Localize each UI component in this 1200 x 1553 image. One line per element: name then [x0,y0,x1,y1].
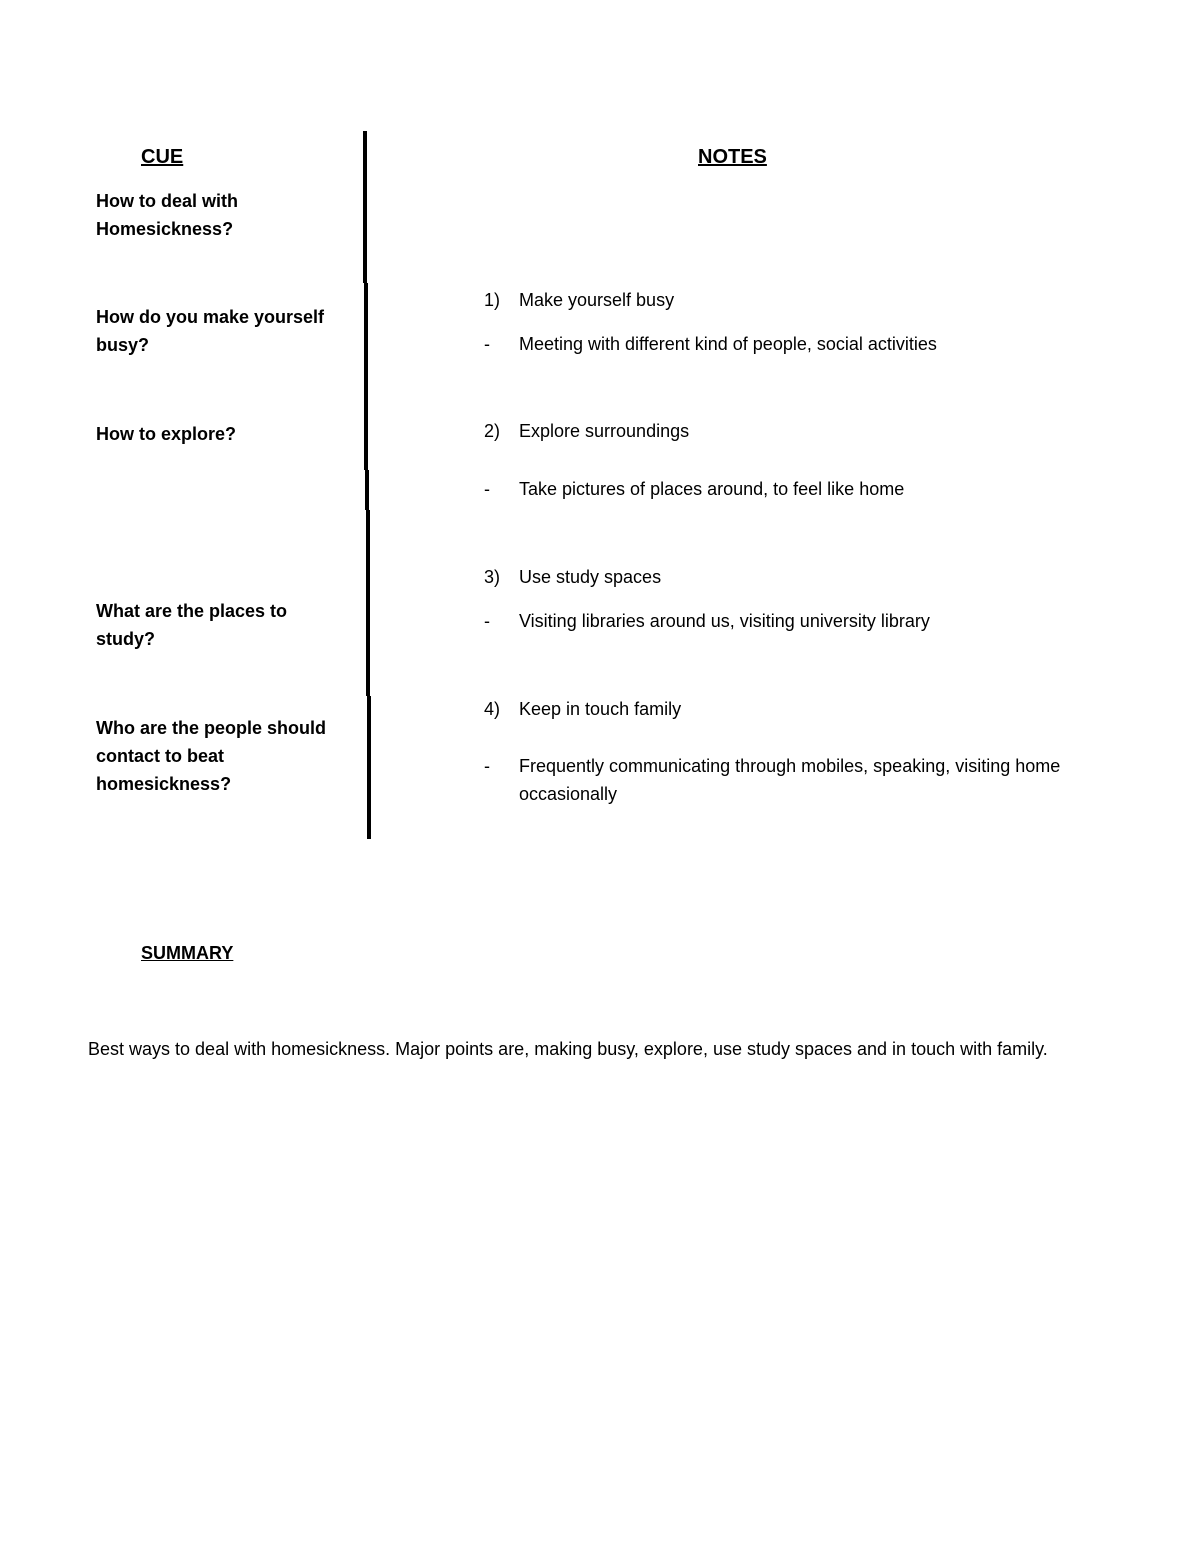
note-dash: - [484,479,490,499]
divider-segment [367,696,371,839]
note-text: Meeting with different kind of people, social activities [519,334,937,354]
cue-item: Who are the people should contact to beat homesickness? [96,718,327,794]
note-number: 4) [484,699,501,719]
note-dash: - [484,756,490,776]
cue-item: How do you make yourself busy? [96,307,325,355]
divider-segment [365,470,369,510]
cue-item: What are the places to study? [96,601,288,649]
divider-segment [366,510,370,696]
note-text: Make yourself busy [519,290,675,310]
note-dash: - [484,334,490,354]
note-text: Frequently communicating through mobiles, speaking, visiting home occasionally [519,756,1061,804]
note-number: 3) [484,567,501,587]
cue-item: How to explore? [96,424,237,444]
note-number: 1) [484,290,501,310]
note-text: Keep in touch family [519,699,682,719]
cue-heading: CUE [141,146,184,168]
divider-segment [364,283,368,470]
note-text: Use study spaces [519,567,662,587]
summary-text: Best ways to deal with homesickness. Major points are, making busy, explore, use study spaces and in touch with family. [88,1039,1048,1059]
divider-segment [363,131,367,283]
note-text: Explore surroundings [519,421,690,441]
notes-heading: NOTES [698,146,767,168]
note-text: Take pictures of places around, to feel like home [519,479,905,499]
note-dash: - [484,611,490,631]
note-text: Visiting libraries around us, visiting university library [519,611,930,631]
summary-heading: SUMMARY [141,943,234,963]
cue-item: How to deal with Homesickness? [96,191,238,239]
note-number: 2) [484,421,501,441]
